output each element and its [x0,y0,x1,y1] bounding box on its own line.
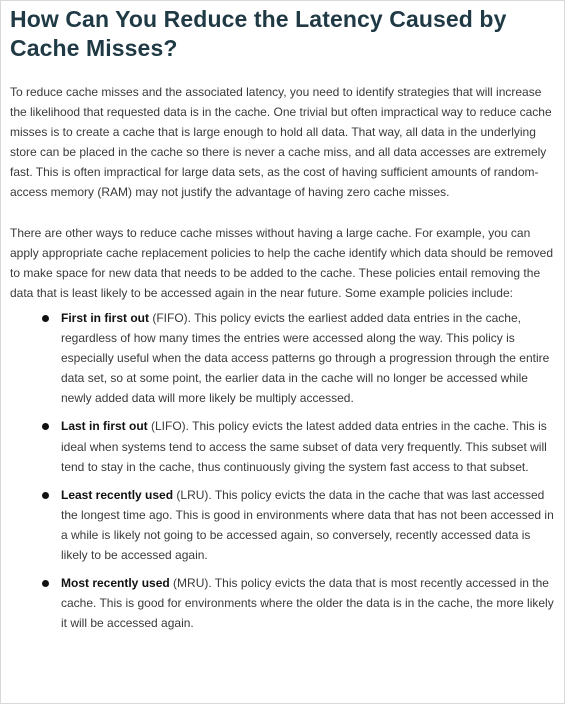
policy-name: Least recently used [61,487,174,502]
policy-description: (LRU). This policy evicts the data in the cache that was last accessed the longest time ago. This is good in environments where data that has not been accessed in a while is likely not going to be accessed again, so conversely, recently accessed data is likely to be accessed again. [61,487,554,562]
policy-name: First in first out [61,310,149,325]
bullet-icon [42,580,49,587]
bullet-icon [42,423,49,430]
article-heading: How Can You Reduce the Latency Caused by Cache Misses? [10,6,507,61]
policy-name: Last in first out [61,419,148,434]
bullet-icon [42,492,49,499]
policy-name: Most recently used [61,576,170,591]
list-item-fifo [10,308,560,408]
policy-description: (MRU). This policy evicts the data that is most recently accessed in the cache. This is good for environments where the older the data is in the cache, the more likely it will be accessed again. [61,576,554,631]
article-body [10,1,560,641]
policy-description: (FIFO). This policy evicts the earliest added data entries in the cache, regardless of how many times the entries were accessed along the way. This policy is especially useful when the data access patterns go through a progression through the entire data set, so at some point, the earlier data in the cache will no longer be accessed while newly added data will more likely be multiply accessed. [61,310,550,406]
list-item-mru [10,573,560,633]
list-item-lru [10,485,560,565]
policy-list [10,308,560,633]
policy-description: (LIFO). This policy evicts the latest added data entries in the cache. This is ideal when systems tend to access the same subset of data very frequently. This subset will tend to stay in the cache, thus continuously giving the system fast access to that subset. [61,419,547,474]
intro-paragraph: To reduce cache misses and the associated latency, you need to identify strategies that will increase the likelihood that requested data is in the cache. One trivial but often impractical way to reduce cache misses is to create a cache that is large enough to hold all data. That way, all data in the underlying store can be placed in the cache so there is never a cache miss, and all data accesses are extremely fast. This is often impractical for large data sets, as the cost of having sufficient amounts of random-access memory (RAM) may not justify the advantage of having zero cache misses. [10,85,552,200]
list-item-lifo [10,416,560,476]
policies-intro-paragraph: There are other ways to reduce cache misses without having a large cache. For example, you can apply appropriate cache replacement policies to help the cache identify which data should be removed to make space for new data that needs to be added to the cache. These policies entail removing the data that is least likely to be accessed again in the near future. Some example policies include: [10,225,553,300]
bullet-icon [42,315,49,322]
